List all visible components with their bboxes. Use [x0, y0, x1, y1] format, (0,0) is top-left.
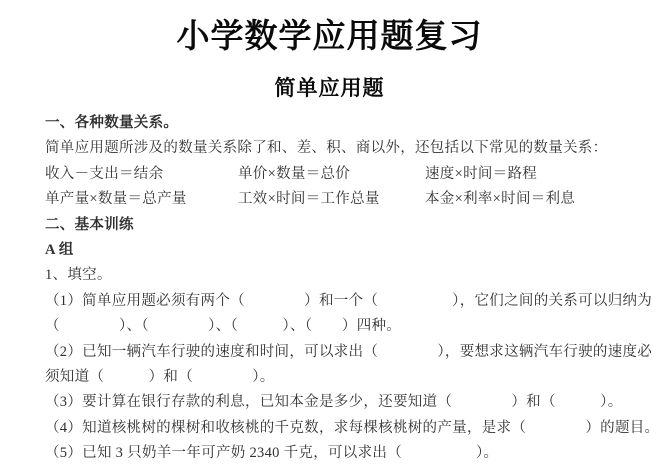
group-a-label: A 组 [45, 241, 74, 258]
exercise1-label: 1、填空。 [45, 267, 112, 284]
document-subtitle: 简单应用题 [274, 76, 385, 100]
section1-intro: 简单应用题所涉及的数量关系除了和、差、积、商以外，还包括以下常见的数量关系： [45, 140, 608, 157]
formula-distance: 速度×时间＝路程 [425, 165, 538, 182]
fill-blank-line-4: （4）知道核桃树的棵树和收核桃的千克数，求每棵核桃树的产量，是求（ ）的题目。 [45, 419, 659, 436]
formula-income: 收入－支出＝结余 [45, 165, 164, 182]
fill-blank-line-1: （1）简单应用题必须有两个（ ）和一个（ ），它们之间的关系可以归纳为 [45, 292, 653, 309]
document-title: 小学数学应用题复习 [176, 19, 483, 55]
document-body [45, 111, 659, 466]
fill-blank-line-2-continued: 须知道（ ）和（ ）。 [45, 368, 275, 385]
fill-blank-line-3: （3）要计算在银行存款的利息，已知本金是多少，还要知道（ ）和（ ）。 [45, 394, 623, 411]
formula-row-1 [45, 162, 655, 187]
fill-blank-line-5: （5）已知 3 只奶羊一年可产奶 2340 千克，可以求出（ ）。 [45, 445, 499, 462]
fill-blank-line-2: （2）已知一辆汽车行驶的速度和时间，可以求出（ ），要想求这辆汽车行驶的速度必 [45, 343, 653, 360]
section1-heading: 一、各种数量关系。 [45, 115, 179, 131]
section2-heading: 二、基本训练 [45, 216, 134, 233]
formula-price: 单价×数量＝总价 [238, 165, 351, 182]
formula-work: 工效×时间＝工作总量 [238, 191, 380, 208]
formula-row-2 [45, 187, 655, 212]
fill-blank-line-1-continued: （ ）、（ ）、（ ）、（ ）四种。 [45, 318, 402, 335]
formula-interest: 本金×利率×时间＝利息 [425, 191, 576, 208]
formula-yield: 单产量×数量＝总产量 [45, 191, 187, 208]
